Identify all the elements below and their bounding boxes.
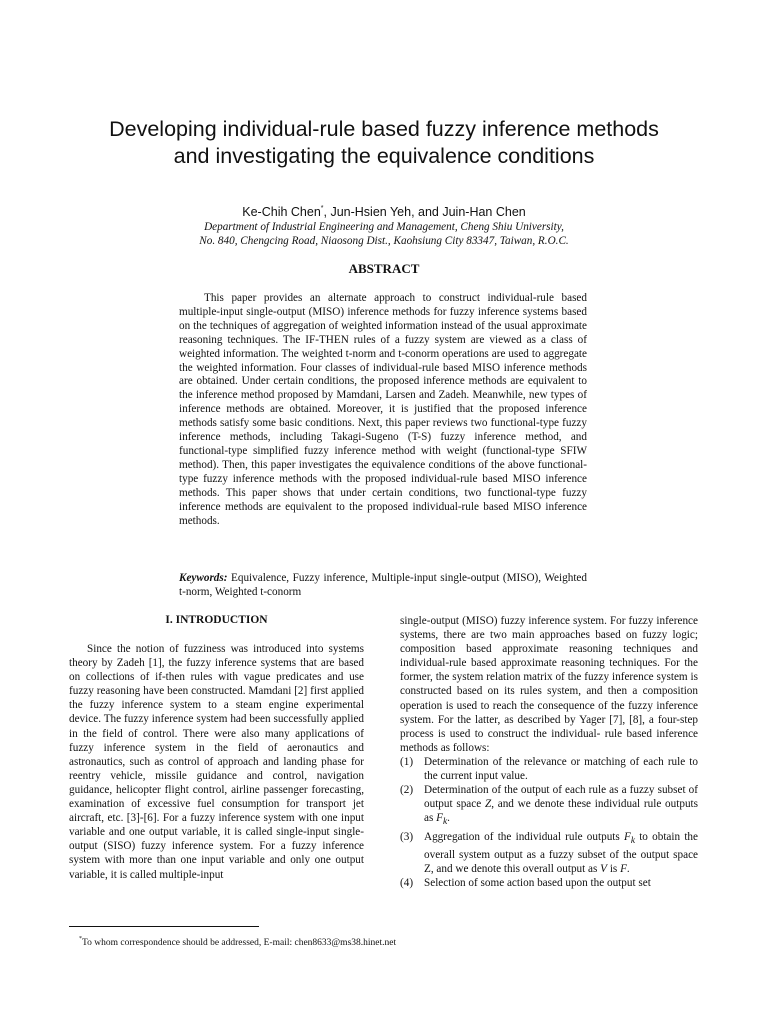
math-var: F [436,812,443,825]
math-var: F [623,830,631,843]
author-first: Ke-Chih Chen [242,205,321,219]
step-text: Determination of the output of each rule as a fuzzy subset of output space [424,784,698,811]
title-line-1: Developing individual-rule based fuzzy inference methods [109,117,659,141]
process-step [400,755,698,783]
abstract-heading: ABSTRACT [348,261,420,276]
affiliation [60,220,708,248]
title-line-2: and investigating the equivalence conditions [173,144,595,168]
affiliation-line-1: Department of Industrial Engineering and Management, Cheng Shiu University, [204,221,564,233]
corresponding-mark: * [320,205,324,212]
keywords-text: Equivalence, Fuzzy inference, Multiple-input single-output (MISO), Weighted t-norm, Weighted t-conorm [179,572,587,598]
affiliation-line-2: No. 840, Chengcing Road, Niaosong Dist., Kaohsiung City 83347, Taiwan, R.O.C. [199,235,569,247]
step-text: . [626,863,630,876]
abstract-text: This paper provides an alternate approach to construct individual-rule based multiple-input single-output (MISO) inference methods for fuzzy inference systems based on the techniques of aggregation of weighted information instead of the usual approximate reasoning techniques. The IF-THEN rules of a fuzzy system are viewed as a class of weighted information. The weighted t-norm and t-conorm operations are used to aggregate the weighted information. Four classes of individual-rule based MISO inference methods are obtained. Under certain conditions, the proposed inference methods are equivalent to the inference method proposed by Mamdani, Larsen and Zadeh. Meanwhile, new types of inference methods are obtained. Moreover, it is justified that the proposed inference methods satisfy some basic conditions. Next, this paper reviews two functional-type fuzzy inference methods, including Takagi-Sugeno (T-S) fuzzy inference method, and functional-type simplified fuzzy inference method with weight (functional-type SFIW method). Then, this paper investigates the equivalence conditions of the above functional-type fuzzy inference methods with the proposed individual-rule based MISO inference methods. This paper shows that under certain conditions, two functional-type fuzzy inference methods are equivalent to the proposed individual-rule based MISO inference methods. [179,292,587,527]
math-var: F [620,863,627,876]
step-text: to obtain the overall system output as a fuzzy subset of the output space Z, and we denote this overall output as [424,830,698,876]
intro-right-column [400,614,698,890]
keywords [179,571,587,599]
process-step [400,830,698,877]
step-number: (4) [400,877,414,890]
step-text: , and we denote these individual rule outputs as [424,798,698,825]
intro-left-column: Since the notion of fuzziness was introduced into systems theory by Zadeh [1], the fuzzy inference systems that are based on collections of if-then rules with vague predicates and use fuzzy reasoning have been constructed. Mamdani [2] first applied the fuzzy inference system to a steam engine experimental device. The fuzzy inference system had been successfully applied in the field of control. There were also many applications of fuzzy inference system in the field of aeronautics and astronautics, such as control of approach and landing phase for reentry vehicle, missile guidance and control, navigation guidance, helicopter flight control, airline passenger forecasting, examination of excessive fuel consumption for transport jet aircraft, etc. [3]-[6]. For a fuzzy inference system with one input variable and one output variable, it is called single-input single-output (SISO) fuzzy inference system. For a fuzzy inference system with more than one input variable and only one output variable, it is called multiple-input [69,643,364,881]
step-number: (2) [400,784,414,797]
math-subscript: k [442,817,448,828]
keywords-label: Keywords: [179,572,228,584]
process-step [400,783,698,830]
step-text: Determination of the relevance or matching of each rule to the current input value. [424,755,698,783]
math-var: V [600,863,608,876]
author-rest: , Jun-Hsien Yeh, and Juin-Han Chen [323,205,526,219]
step-text: . [447,812,450,825]
math-var: Z [484,798,492,811]
intro-right-paragraph: single-output (MISO) fuzzy inference system. For fuzzy inference systems, there are two main approaches based on fuzzy logic; composition based approximate reasoning techniques and individual-rule based approximate reasoning techniques. For the former, the system relation matrix of the fuzzy inference system is constructed based on its rules system, and then a composition operation is used to reach the consequence of the fuzzy inference system. For the latter, as described by Yager [7], [8], a four-step process is used to construct the individual- rule based inference methods as follows: [400,615,698,754]
step-text: is [607,863,621,876]
process-steps [400,755,698,890]
step-number: (3) [400,830,414,843]
step-text: Aggregation of the individual rule outputs [424,830,624,843]
step-text: Selection of some action based upon the output set [424,877,651,890]
footnote-divider [69,926,259,927]
math-subscript: k [630,835,635,846]
paper-title [60,116,708,170]
process-step [400,876,698,890]
step-number: (1) [400,755,414,768]
footnote [79,933,396,949]
footnote-mark: * [79,936,82,942]
footnote-text: To whom correspondence should be addressed, E-mail: chen8633@ms38.hinet.net [82,938,397,948]
section-heading-introduction: I. INTRODUCTION [165,614,268,626]
author-list [60,201,708,220]
